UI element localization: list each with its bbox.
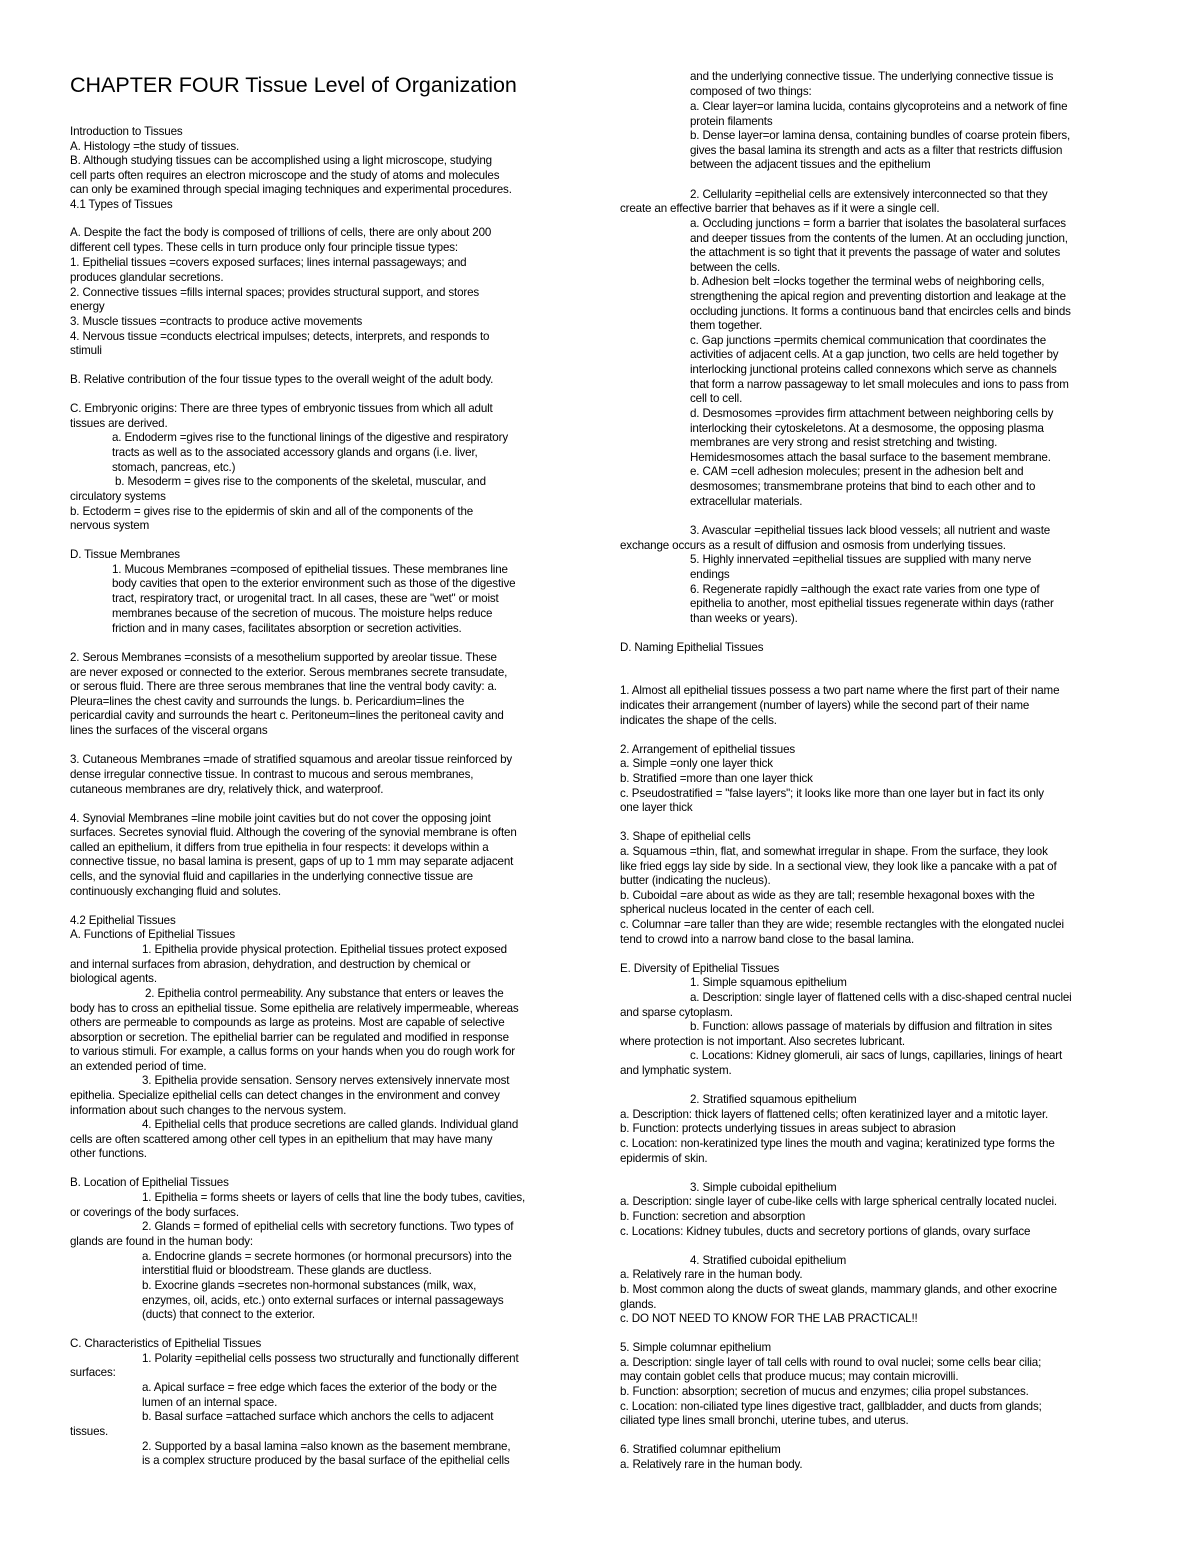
text-line: 2. Stratified squamous epithelium bbox=[690, 1093, 857, 1106]
text-line: friction and in many cases, facilitates absorption or secretion activities. bbox=[112, 622, 462, 635]
text-line: 4. Epithelial cells that produce secretions are called glands. Individual gland bbox=[142, 1118, 519, 1131]
text-line: tract, respiratory tract, or urogenital tract. In all cases, these are "wet" or moist bbox=[112, 592, 499, 605]
text-line: B. Although studying tissues can be accomplished using a light microscope, studying bbox=[70, 154, 492, 167]
text-line: and internal surfaces from abrasion, dehydration, and destruction by chemical or bbox=[70, 958, 471, 971]
text-line: c. Locations: Kidney tubules, ducts and secretory portions of glands, ovary surface bbox=[620, 1225, 1031, 1238]
text-line: b. Function: allows passage of materials by diffusion and filtration in sites bbox=[690, 1020, 1053, 1033]
text-line: c. Location: non-keratinized type lines the mouth and vagina; keratinized type forms the bbox=[620, 1137, 1055, 1150]
text-line: c. DO NOT NEED TO KNOW FOR THE LAB PRACTICAL!! bbox=[620, 1312, 918, 1325]
text-line: cells are often scattered among other cell types in an epithelium that may have many bbox=[70, 1133, 493, 1146]
text-line: between the adjacent tissues and the epithelium bbox=[690, 158, 931, 171]
text-line: b. Exocrine glands =secretes non-hormonal substances (milk, wax, bbox=[142, 1279, 477, 1292]
text-line: c. Location: non-ciliated type lines digestive tract, gallbladder, and ducts from glands; bbox=[620, 1400, 1042, 1413]
text-line: composed of two things: bbox=[690, 85, 812, 98]
text-line: tissues are derived. bbox=[70, 417, 168, 430]
text-line: A. Functions of Epithelial Tissues bbox=[70, 928, 236, 941]
text-line: 3. Shape of epithelial cells bbox=[620, 830, 751, 843]
text-line: 3. Epithelia provide sensation. Sensory nerves extensively innervate most bbox=[142, 1074, 510, 1087]
text-line: where protection is not important. Also secretes lubricant. bbox=[620, 1035, 906, 1048]
text-line: strengthening the apical region and preventing distortion and leakage at the bbox=[690, 290, 1066, 303]
text-line: a. Endoderm =gives rise to the functional linings of the digestive and respiratory bbox=[112, 431, 508, 444]
text-line: surfaces: bbox=[70, 1366, 116, 1379]
text-line: 4.1 Types of Tissues bbox=[70, 198, 173, 211]
text-line: one layer thick bbox=[620, 801, 693, 814]
text-line: a. Endocrine glands = secrete hormones (or hormonal precursors) into the bbox=[142, 1250, 512, 1263]
text-line: and lymphatic system. bbox=[620, 1064, 732, 1077]
text-line: b. Dense layer=or lamina densa, containing bundles of coarse protein fibers, bbox=[690, 129, 1071, 142]
text-line: desmosomes; transmembrane proteins that bind to each other and to bbox=[690, 480, 1036, 493]
text-line: 1. Polarity =epithelial cells possess two structurally and functionally different bbox=[142, 1352, 519, 1365]
text-line: pericardial cavity and surrounds the heart c. Peritoneum=lines the peritoneal cavity and bbox=[70, 709, 504, 722]
text-line: 1. Epithelia = forms sheets or layers of cells that line the body tubes, cavities, bbox=[142, 1191, 526, 1204]
text-line: than weeks or years). bbox=[690, 612, 798, 625]
text-line: and sparse cytoplasm. bbox=[620, 1006, 733, 1019]
text-line: a. Apical surface = free edge which faces the exterior of the body or the bbox=[142, 1381, 497, 1394]
text-line: E. Diversity of Epithelial Tissues bbox=[620, 962, 780, 975]
text-line: stomach, pancreas, etc.) bbox=[112, 461, 236, 474]
text-line: spherical nucleus located in the center of each cell. bbox=[620, 903, 875, 916]
text-line: tracts as well as to the associated accessory glands and organs (i.e. liver, bbox=[112, 446, 478, 459]
text-line: 2. Serous Membranes =consists of a mesothelium supported by areolar tissue. These bbox=[70, 651, 497, 664]
text-line: nervous system bbox=[70, 519, 150, 532]
text-line: butter (indicating the nucleus). bbox=[620, 874, 771, 887]
text-line: cutaneous membranes are dry, relatively thick, and waterproof. bbox=[70, 783, 384, 796]
text-line: cell parts often requires an electron microscope and the study of atoms and molecules bbox=[70, 169, 500, 182]
text-line: 4. Synovial Membranes =line mobile joint cavities but do not cover the opposing joint bbox=[70, 812, 491, 825]
text-line: may contain goblet cells that produce mucus; may contain microvilli. bbox=[620, 1370, 959, 1383]
text-line: b. Function: protects underlying tissues in areas subject to abrasion bbox=[620, 1122, 956, 1135]
text-line: connective tissue, no basal lamina is present, gaps of up to 1 mm may separate adjacent bbox=[70, 855, 514, 868]
text-line: 2. Epithelia control permeability. Any substance that enters or leaves the bbox=[145, 987, 504, 1000]
text-line: lumen of an internal space. bbox=[142, 1396, 278, 1409]
text-line: between the cells. bbox=[690, 261, 781, 274]
text-line: D. Tissue Membranes bbox=[70, 548, 180, 561]
text-line: c. Gap junctions =permits chemical communication that coordinates the bbox=[690, 334, 1046, 347]
text-line: a. Description: single layer of flattened cells with a disc-shaped central nuclei bbox=[690, 991, 1072, 1004]
text-line: b. Stratified =more than one layer thick bbox=[620, 772, 813, 785]
text-line: circulatory systems bbox=[70, 490, 166, 503]
text-line: different cell types. These cells in turn produce only four principle tissue types: bbox=[70, 241, 458, 254]
text-line: b. Function: absorption; secretion of mucus and enzymes; cilia propel substances. bbox=[620, 1385, 1029, 1398]
text-line: 4. Nervous tissue =conducts electrical impulses; detects, interprets, and responds to bbox=[70, 330, 490, 343]
text-line: a. Description: single layer of tall cells with round to oval nuclei; some cells bear cilia; bbox=[620, 1356, 1042, 1369]
text-line: 1. Epithelial tissues =covers exposed surfaces; lines internal passageways; and bbox=[70, 256, 467, 269]
text-line: glands. bbox=[620, 1298, 657, 1311]
text-line: 1. Simple squamous epithelium bbox=[690, 976, 847, 989]
text-line: extracellular materials. bbox=[690, 495, 803, 508]
text-line: D. Naming Epithelial Tissues bbox=[620, 641, 764, 654]
text-line: 2. Glands = formed of epithelial cells with secretory functions. Two types of bbox=[142, 1220, 514, 1233]
text-line: produces glandular secretions. bbox=[70, 271, 224, 284]
text-line: to various stimuli. For example, a callus forms on your hands when you do rough work for bbox=[70, 1045, 515, 1058]
text-line: 2. Connective tissues =fills internal spaces; provides structural support, and stores bbox=[70, 286, 480, 299]
text-line: endings bbox=[690, 568, 730, 581]
text-line: membranes are very strong and resist stretching and twisting. bbox=[690, 436, 998, 449]
text-line: 6. Regenerate rapidly =although the exact rate varies from one type of bbox=[690, 583, 1040, 596]
text-line: gives the basal lamina its strength and acts as a filter that restricts diffusion bbox=[690, 144, 1063, 157]
text-line: biological agents. bbox=[70, 972, 157, 985]
text-line: membranes because of the secretion of mucous. The moisture helps reduce bbox=[112, 607, 493, 620]
text-line: is a complex structure produced by the basal surface of the epithelial cells bbox=[142, 1454, 510, 1467]
text-line: C. Embryonic origins: There are three types of embryonic tissues from which all adult bbox=[70, 402, 493, 415]
text-line: them together. bbox=[690, 319, 763, 332]
text-line: A. Histology =the study of tissues. bbox=[70, 140, 240, 153]
text-line: B. Location of Epithelial Tissues bbox=[70, 1176, 229, 1189]
text-line: Pleura=lines the chest cavity and surrounds the lungs. b. Pericardium=lines the bbox=[70, 695, 465, 708]
text-line: activities of adjacent cells. At a gap junction, two cells are held together by bbox=[690, 348, 1059, 361]
text-line: 3. Simple cuboidal epithelium bbox=[690, 1181, 837, 1194]
text-line: interstitial fluid or bloodstream. These glands are ductless. bbox=[142, 1264, 432, 1277]
text-line: 6. Stratified columnar epithelium bbox=[620, 1443, 781, 1456]
text-line: 1. Mucous Membranes =composed of epithelial tissues. These membranes line bbox=[112, 563, 508, 576]
text-line: c. Columnar =are taller than they are wide; resemble rectangles with the elongated nuclei bbox=[620, 918, 1064, 931]
text-line: d. Desmosomes =provides firm attachment between neighboring cells by bbox=[690, 407, 1054, 420]
text-line: others are permeable to compounds as large as proteins. Most are capable of selective bbox=[70, 1016, 505, 1029]
text-line: tend to crowd into a narrow band close to the basal lamina. bbox=[620, 933, 915, 946]
text-line: exchange occurs as a result of diffusion and osmosis from underlying tissues. bbox=[620, 539, 1006, 552]
text-line: C. Characteristics of Epithelial Tissues bbox=[70, 1337, 262, 1350]
text-line: A. Despite the fact the body is composed of trillions of cells, there are only about 200 bbox=[70, 226, 492, 239]
text-line: or serous fluid. There are three serous membranes that line the ventral body cavity: a. bbox=[70, 680, 497, 693]
text-line: occluding junctions. It forms a continuous band that encircles cells and binds bbox=[690, 305, 1071, 318]
text-line: continuously exchanging fluid and solutes. bbox=[70, 885, 281, 898]
text-line: c. Pseudostratified = "false layers"; it looks like more than one layer but in fact its only bbox=[620, 787, 1044, 800]
text-line: lines the surfaces of the visceral organs bbox=[70, 724, 268, 737]
text-line: body cavities that open to the exterior environment such as those of the digestive bbox=[112, 577, 516, 590]
text-line: epithelia. Specialize epithelial cells can detect changes in the environment and convey bbox=[70, 1089, 500, 1102]
text-line: b. Most common along the ducts of sweat glands, mammary glands, and other exocrine bbox=[620, 1283, 1057, 1296]
text-line: a. Occluding junctions = form a barrier that isolates the basolateral surfaces bbox=[690, 217, 1066, 230]
text-line: Introduction to Tissues bbox=[70, 125, 183, 138]
text-line: 4. Stratified cuboidal epithelium bbox=[690, 1254, 847, 1267]
text-line: or coverings of the body surfaces. bbox=[70, 1206, 239, 1219]
text-line: indicates the shape of the cells. bbox=[620, 714, 777, 727]
text-line: energy bbox=[70, 300, 105, 313]
text-line: 3. Muscle tissues =contracts to produce active movements bbox=[70, 315, 363, 328]
text-line: 3. Avascular =epithelial tissues lack blood vessels; all nutrient and waste bbox=[690, 524, 1051, 537]
text-line: a. Squamous =thin, flat, and somewhat irregular in shape. From the surface, they look bbox=[620, 845, 1048, 858]
text-line: tissues. bbox=[70, 1425, 109, 1438]
text-line: (ducts) that connect to the exterior. bbox=[142, 1308, 315, 1321]
text-line: 5. Simple columnar epithelium bbox=[620, 1341, 771, 1354]
text-line: b. Function: secretion and absorption bbox=[620, 1210, 806, 1223]
text-line: epithelia to another, most epithelial tissues regenerate within days (rather bbox=[690, 597, 1054, 610]
text-line: a. Clear layer=or lamina lucida, contains glycoproteins and a network of fine bbox=[690, 100, 1068, 113]
text-line: and deeper tissues from the contents of the lumen. At an occluding junction, bbox=[690, 232, 1068, 245]
text-line: b. Ectoderm = gives rise to the epidermis of skin and all of the components of the bbox=[70, 505, 474, 518]
text-line: a. Description: single layer of cube-like cells with large spherical centrally located nuclei. bbox=[620, 1195, 1057, 1208]
text-line: can only be examined through special imaging techniques and experimental procedures. bbox=[70, 183, 512, 196]
text-line: body has to cross an epithelial tissue. Some epithelia are relatively impermeable, whereas bbox=[70, 1002, 519, 1015]
text-line: and the underlying connective tissue. The underlying connective tissue is bbox=[690, 70, 1054, 83]
text-line: 1. Epithelia provide physical protection. Epithelial tissues protect exposed bbox=[142, 943, 507, 956]
text-line: b. Adhesion belt =locks together the terminal webs of neighboring cells, bbox=[690, 275, 1045, 288]
text-line: protein filaments bbox=[690, 115, 773, 128]
text-line: that form a narrow passageway to let small molecules and ions to pass from bbox=[690, 378, 1069, 391]
text-line: 1. Almost all epithelial tissues possess a two part name where the first part of their name bbox=[620, 684, 1060, 697]
text-line: b. Basal surface =attached surface which anchors the cells to adjacent bbox=[142, 1410, 494, 1423]
text-line: called an epithelium, it differs from true epithelia in four respects: it develops within a bbox=[70, 841, 489, 854]
text-line: information about such changes to the nervous system. bbox=[70, 1104, 347, 1117]
text-line: cell to cell. bbox=[690, 392, 743, 405]
page-title: CHAPTER FOUR Tissue Level of Organization bbox=[70, 73, 517, 97]
text-line: c. Locations: Kidney glomeruli, air sacs of lungs, capillaries, linings of heart bbox=[690, 1049, 1063, 1062]
text-line: are never exposed or connected to the exterior. Serous membranes secrete transudate, bbox=[70, 666, 508, 679]
text-line: an extended period of time. bbox=[70, 1060, 207, 1073]
text-line: 5. Highly innervated =epithelial tissues are supplied with many nerve bbox=[690, 553, 1032, 566]
text-line: the attachment is so tight that it prevents the passage of water and solutes bbox=[690, 246, 1061, 259]
text-line: b. Cuboidal =are about as wide as they are tall; resemble hexagonal boxes with the bbox=[620, 889, 1035, 902]
text-line: b. Mesoderm = gives rise to the components of the skeletal, muscular, and bbox=[115, 475, 486, 488]
text-line: 2. Arrangement of epithelial tissues bbox=[620, 743, 796, 756]
text-line: Hemidesmosomes attach the basal surface to the basement membrane. bbox=[690, 451, 1051, 464]
text-line: e. CAM =cell adhesion molecules; present in the adhesion belt and bbox=[690, 465, 1024, 478]
text-line: epidermis of skin. bbox=[620, 1152, 708, 1165]
text-line: B. Relative contribution of the four tissue types to the overall weight of the adult body. bbox=[70, 373, 494, 386]
text-line: absorption or secretion. The epithelial barrier can be regulated and modified in response bbox=[70, 1031, 509, 1044]
text-line: like fried eggs lay side by side. In a sectional view, they look like a pancake with a pat of bbox=[620, 860, 1057, 873]
text-line: enzymes, oil, acids, etc.) onto external surfaces or internal passageways bbox=[142, 1294, 504, 1307]
text-line: indicates their arrangement (number of layers) while the second part of their name bbox=[620, 699, 1030, 712]
text-line: 2. Cellularity =epithelial cells are extensively interconnected so that they bbox=[690, 188, 1048, 201]
text-line: create an effective barrier that behaves as if it were a single cell. bbox=[620, 202, 940, 215]
text-line: 4.2 Epithelial Tissues bbox=[70, 914, 176, 927]
text-line: a. Description: thick layers of flattened cells; often keratinized layer and a mitotic layer. bbox=[620, 1108, 1049, 1121]
text-line: glands are found in the human body: bbox=[70, 1235, 253, 1248]
text-line: a. Simple =only one layer thick bbox=[620, 757, 773, 770]
text-line: 3. Cutaneous Membranes =made of stratified squamous and areolar tissue reinforced by bbox=[70, 753, 513, 766]
text-line: interlocking their cytoskeletons. At a desmosome, the opposing plasma bbox=[690, 422, 1044, 435]
text-line: 2. Supported by a basal lamina =also known as the basement membrane, bbox=[142, 1440, 511, 1453]
text-line: other functions. bbox=[70, 1147, 147, 1160]
text-line: a. Relatively rare in the human body. bbox=[620, 1458, 803, 1471]
text-line: cells, and the synovial fluid and capillaries in the underlying connective tissue are bbox=[70, 870, 473, 883]
text-line: surfaces. Secretes synovial fluid. Although the covering of the synovial membrane is often bbox=[70, 826, 517, 839]
text-line: dense irregular connective tissue. In contrast to mucous and serous membranes, bbox=[70, 768, 474, 781]
text-line: stimuli bbox=[70, 344, 102, 357]
text-line: ciliated type lines small bronchi, uterine tubes, and uterus. bbox=[620, 1414, 909, 1427]
text-line: interlocking junctional proteins called connexons which serve as channels bbox=[690, 363, 1057, 376]
text-line: a. Relatively rare in the human body. bbox=[620, 1268, 803, 1281]
